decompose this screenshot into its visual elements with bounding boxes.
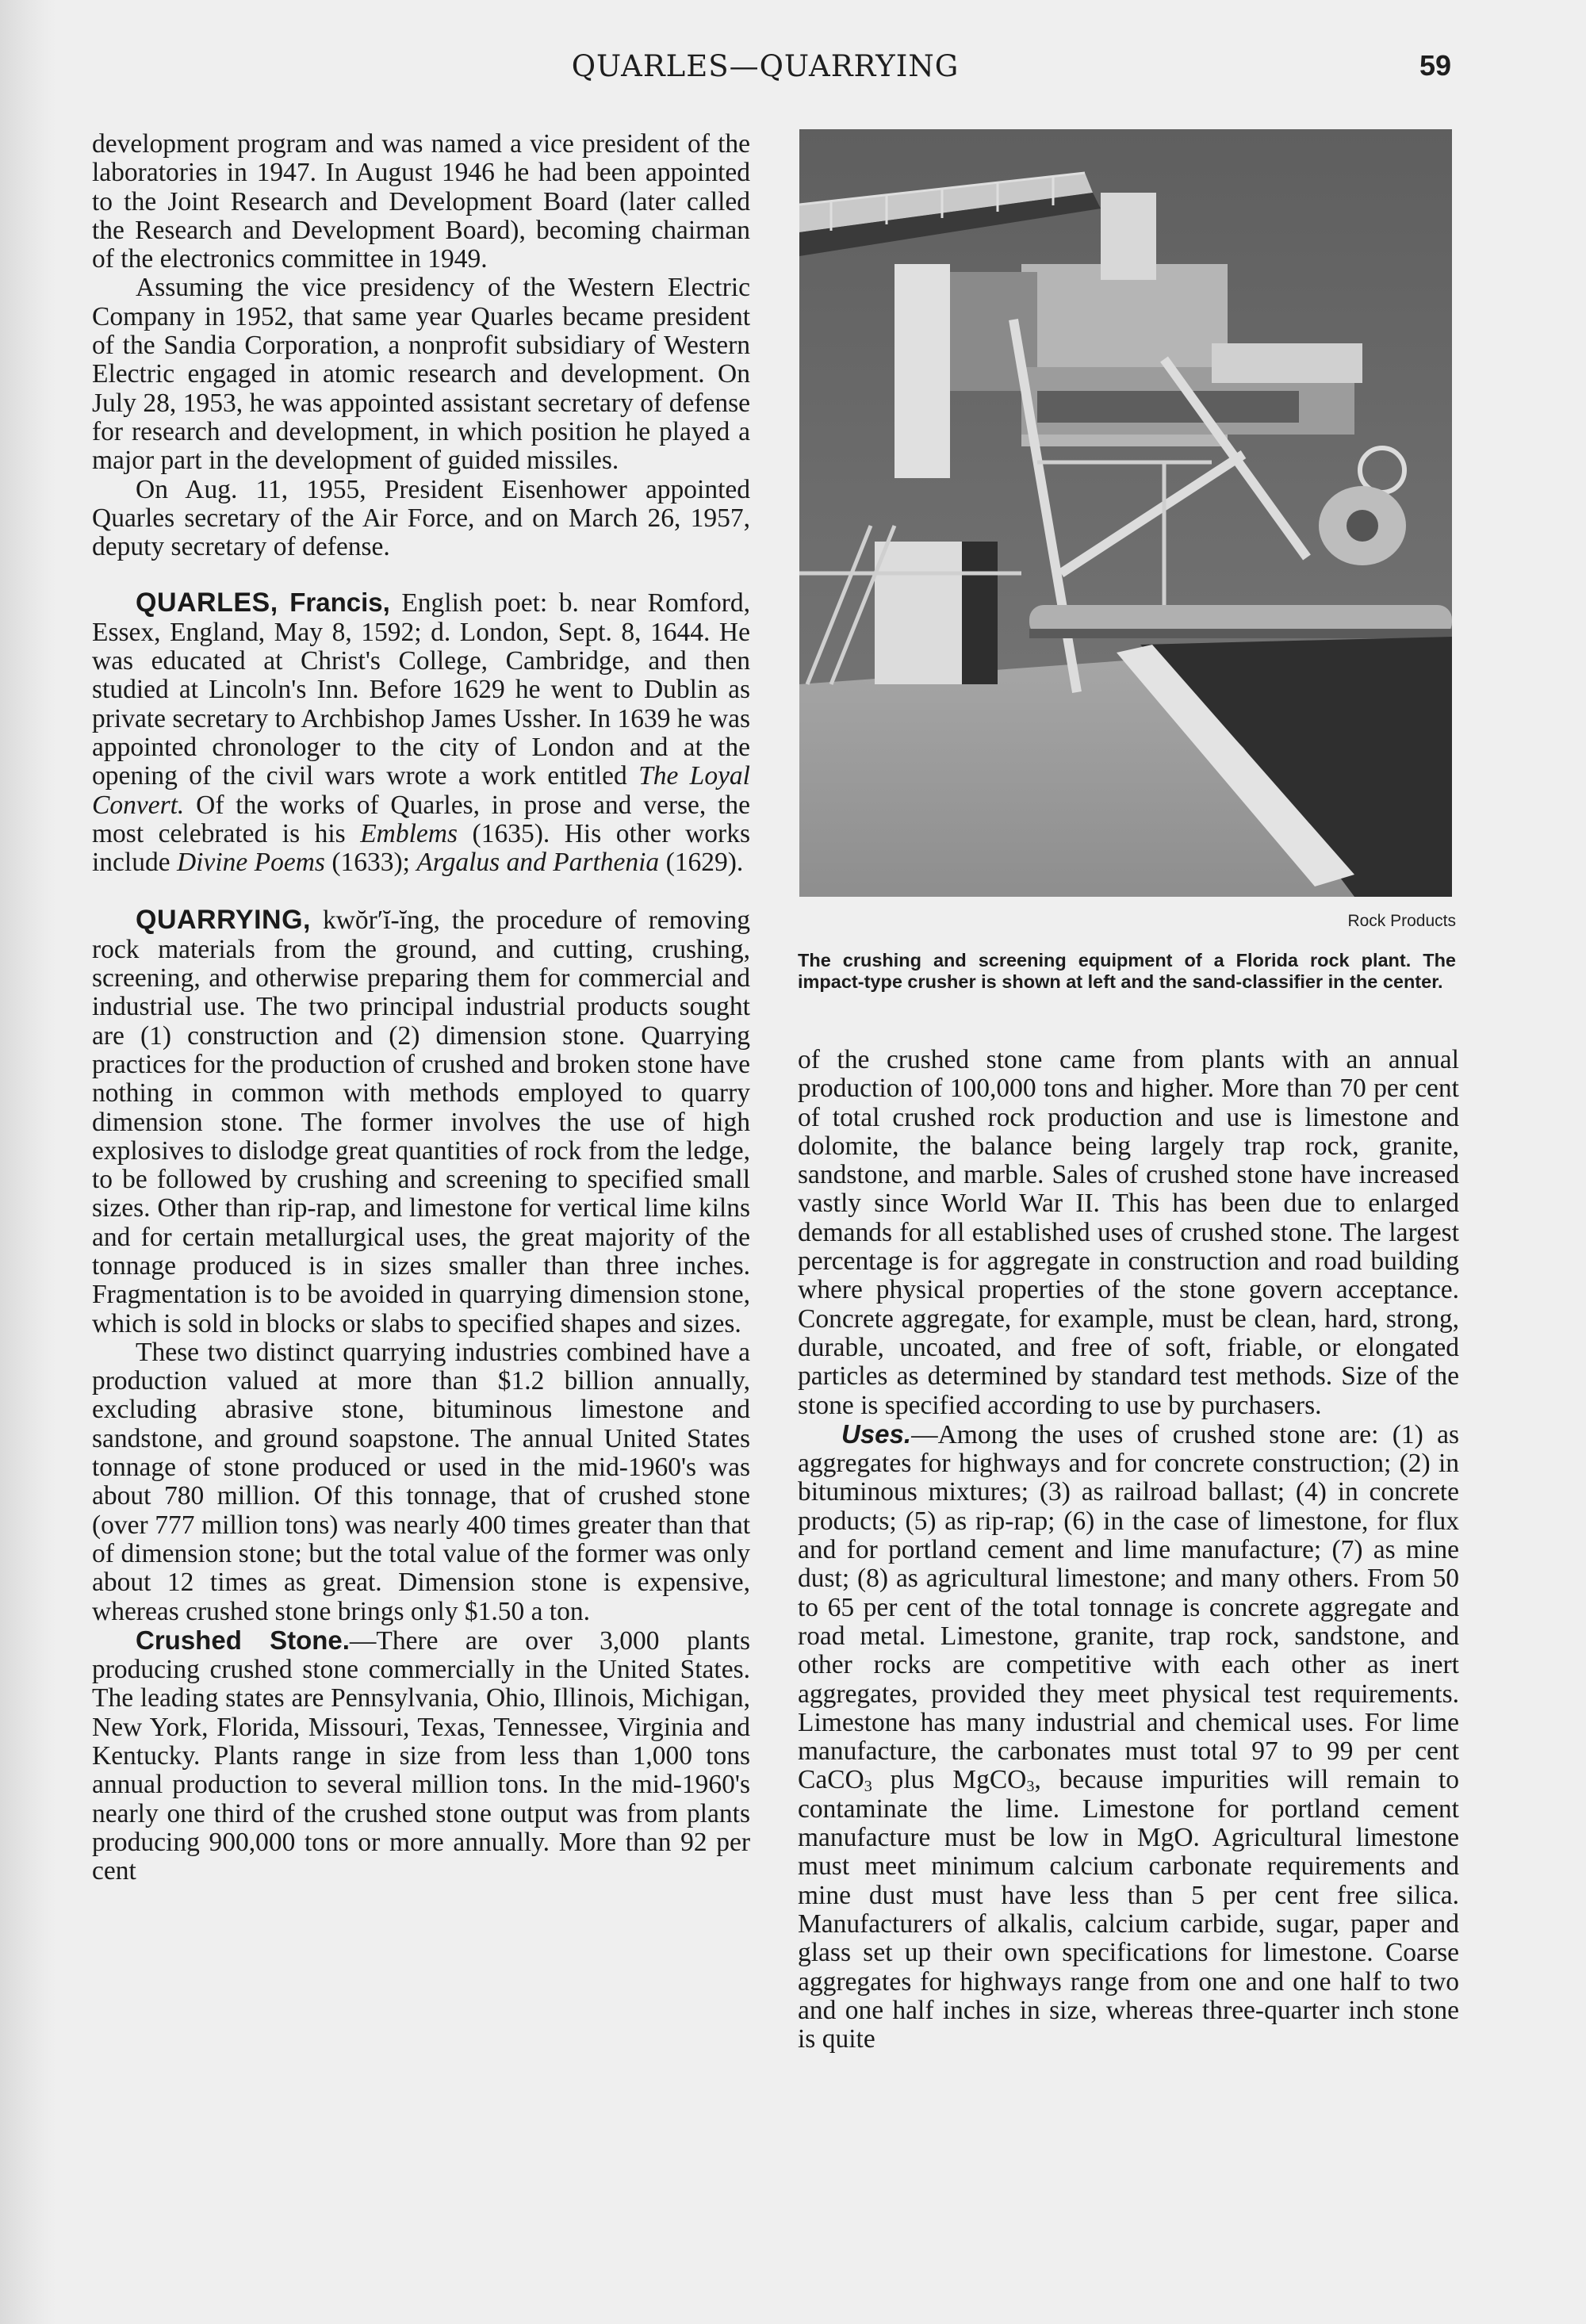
section-uses (798, 1420, 1459, 2054)
subscript: 3 (864, 1778, 872, 1796)
section-text: , because impurities will remain to contaminate the lime. Limestone for portland cement manufacture must be low in MgO. Agricultural limestone must meet minimum calcium carbonate requirements and mine dust must have less than 5 per cent free silica. Manufacturers of alkalis, calcium carbide, sugar, paper and glass set up their own specifications for limestone. Coarse aggregates for highways range from one and one half to two and one half inches in size, whereas three-quarter inch stone is quite (798, 1765, 1460, 2054)
section-crushed-stone (92, 1626, 750, 1886)
page-number: 59 (1419, 49, 1452, 82)
section-text: plus MgCO (872, 1765, 1027, 1795)
entry-text: kwŏr′ĭ-ĭng, the procedure of removing rock materials from the ground, and cutting, crushing, screening, and otherwise preparing them for commercial and industrial use. The two principal industrial products sought are (1) construction and (2) dimension stone. Quarrying practices for the production of crushed and broken stone have nothing in common with methods employed to quarry dimension stone. The former involves the use of high explosives to dislodge great quantities of rock from the ledge, to be followed by crushing and screening to specified small sizes. Other than rip-rap, and limestone for vertical lime kilns and for certain metallurgical uses, the great majority of the tonnage produced is in sizes smaller than three inches. Fragmentation is to be avoided in quarrying dimension stone, which is sold in blocks or slabs to specified shapes and sizes. (92, 905, 750, 1338)
entry-text: (1635). His other works include (92, 818, 750, 878)
work-title-divine-poems: Divine Poems (176, 848, 325, 878)
left-column (92, 130, 750, 1886)
figure-photo-rock-plant (799, 129, 1452, 897)
photo-crushing-plant (799, 129, 1452, 897)
running-head-title: QUARLES—QUARRYING (571, 49, 960, 83)
entry-text: English poet: b. near Romford, Essex, England, May 8, 1592; d. London, Sept. 8, 1644. He was educated at Christ's College, Cambridge, and then studied at Lincoln's Inn. Before 1629 he went to Dublin as private secretary to Archbishop James Ussher. In 1639 he was appointed chronologer to the city of London and at the opening of the civil wars wrote a work entitled (92, 588, 750, 791)
entry-text: (1633); (324, 848, 417, 878)
headword-francis: Francis, (289, 588, 390, 618)
entry-quarles-francis (92, 588, 750, 877)
subhead-crushed-stone: Crushed Stone. (136, 1625, 350, 1655)
work-title-emblems: Emblems (360, 818, 458, 848)
figure-caption: The crushing and screening equipment of a Florida rock plant. The impact-type crusher is shown at left and the sand-classifier in the center. (798, 950, 1456, 992)
section-text: —There are over 3,000 plants producing crushed stone commercially in the United States. The leading states are Pennsylvania, Ohio, Illinois, Michigan, New York, Florida, Missouri, Texas, Tennessee, Virginia and Kentucky. Plants range in size from less than 1,000 tons annual production to several million tons. In the mid-1960's nearly one third of the crushed stone output was from plants producing 900,000 tons or more annually. More than 92 per cent (92, 1625, 751, 1886)
entry-text: (1629). (659, 848, 744, 878)
paragraph-western-electric: Assuming the vice presidency of the Western Electric Company in 1952, that same year Quarles became president of the Sandia Corporation, a nonprofit subsidiary of Western Electric engaged in atomic research and development. On July 28, 1953, he was appointed assistant secretary of defense for research and development, in which position he played a major part in the development of guided missiles. (92, 273, 750, 476)
paragraph-air-force: On Aug. 11, 1955, President Eisenhower appointed Quarles secretary of the Air Force, and on March 26, 1957, deputy secretary of defense. (92, 474, 750, 562)
work-title-loyal-convert: The Loyal Convert. (92, 761, 750, 820)
subscript: 3 (1026, 1778, 1035, 1796)
paragraph-quarrying-industries: These two distinct quarrying industries combined have a production valued at more than $1.2 billion annually, excluding abrasive stone, bituminous limestone and sandstone, and ground soapstone. The annual United States tonnage of stone produced or used in the mid-1960's was about 780 million. Of this tonnage, that of crushed stone (over 777 million tons) was nearly 400 times greater than that of dimension stone; but the total value of the former was only about 12 times as great. Dimension stone is expensive, whereas crushed stone brings only $1.50 a ton. (92, 1337, 750, 1626)
headword-quarrying: QUARRYING, (136, 905, 311, 936)
right-column (798, 1046, 1459, 2054)
running-head (0, 49, 1586, 89)
work-title-argalus-parthenia: Argalus and Parthenia (416, 848, 660, 878)
headword-quarles: QUARLES, (136, 588, 278, 618)
entry-text: Of the works of Quarles, in prose and verse, the most celebrated is his (92, 790, 750, 848)
subhead-uses: Uses. (841, 1419, 912, 1449)
entry-quarrying (92, 905, 750, 1338)
paragraph-crushed-stone-continued: of the crushed stone came from plants with an annual production of 100,000 tons and higher. More than 70 per cent of total crushed rock production and use is limestone and dolomite, the balance being largely trap rock, granite, sandstone, and marble. Sales of crushed stone have increased vastly since World War II. This has been due to enlarged demands for all established uses of crushed stone. The largest percentage is for aggregate in construction and road building where physical properties of the stone govern acceptance. Concrete aggregate, for example, must be clean, hard, strong, durable, uncoated, and free of soft, friable, or elongated particles as determined by standard test methods. Size of the stone is specified according to use by purchasers. (798, 1045, 1459, 1420)
section-text: —Among the uses of crushed stone are: (1) as aggregates for highways and for concrete construction; (2) in bituminous mixtures; (3) as railroad ballast; (4) in concrete products; (5) as rip-rap; (6) in the case of limestone, for flux and for portland cement and lime manufacture; (7) as mine dust; (8) as agricultural limestone; and many others. From 50 to 65 per cent of the total tonnage is concrete aggregate and road metal. Limestone, granite, trap rock, sandstone, and other rocks are competitive with each other as inert aggregates, provided they meet physical test requirements. Limestone has many industrial and chemical uses. For lime manufacture, the carbonates must total 97 to 99 per cent CaCO (798, 1419, 1459, 1795)
page-gutter-shadow (0, 0, 56, 2324)
photo-credit: Rock Products (1347, 912, 1456, 930)
paragraph-quarles-donald-continued: development program and was named a vice president of the laboratories in 1947. In August 1946 he had been appointed to the Joint Research and Development Board (later called the Research and Development Board), becoming chairman of the electronics committee in 1949. (92, 129, 750, 274)
